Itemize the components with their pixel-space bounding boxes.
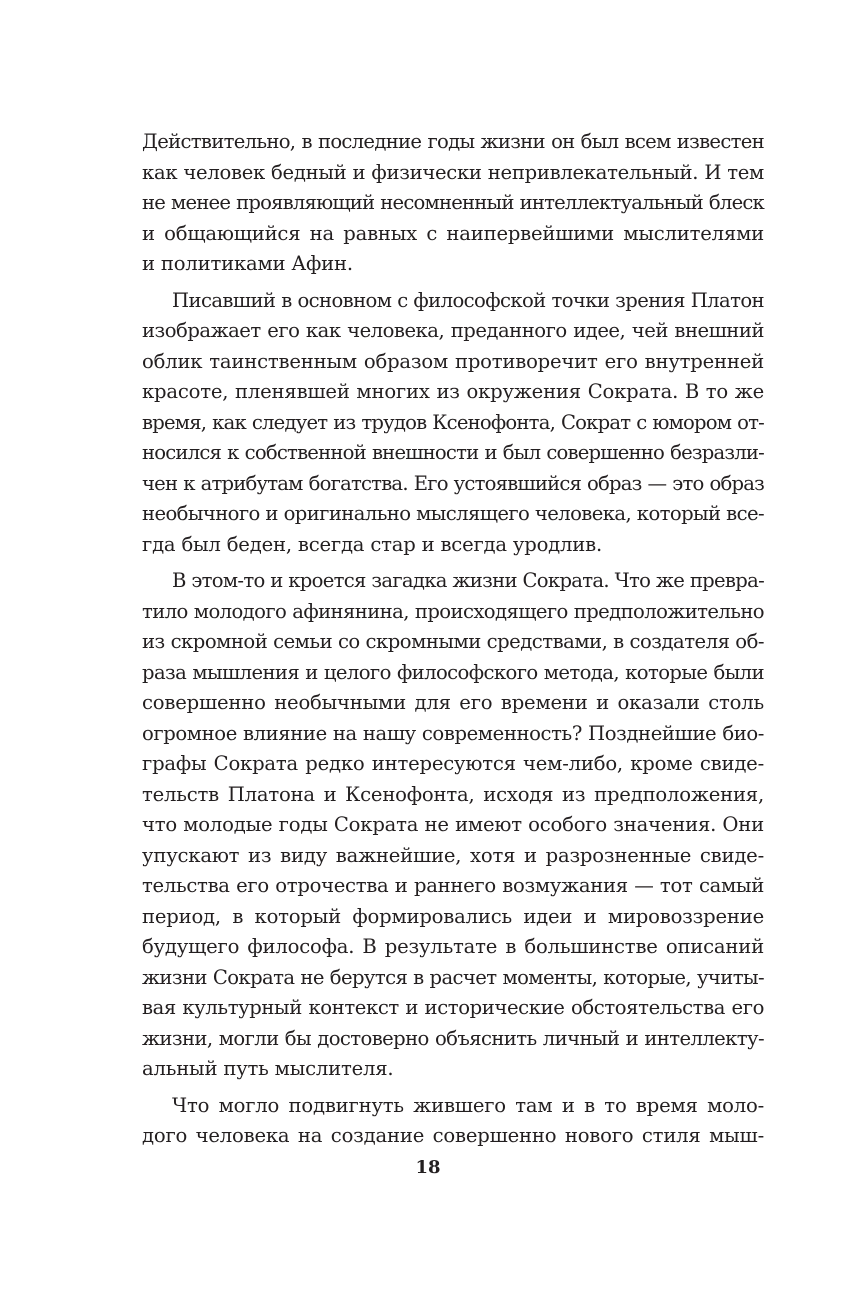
text-line: необычного и оригинально мыслящего человека, который все- bbox=[142, 502, 764, 525]
text-line: Действительно, в последние годы жизни он был всем известен bbox=[142, 130, 764, 153]
text-line: красоте, пленявшей многих из окружения Сократа. В то же bbox=[142, 380, 764, 403]
text-line: дого человека на создание совершенно нового стиля мыш- bbox=[142, 1124, 764, 1147]
text-line: не менее проявляющий несомненный интеллектуальный блеск bbox=[142, 191, 764, 214]
text-line: жизни Сократа не берутся в расчет моменты, которые, учиты- bbox=[142, 965, 764, 989]
paragraph bbox=[142, 1091, 764, 1152]
text-line: тило молодого афинянина, происходящего предположительно bbox=[142, 599, 764, 623]
text-line: изображает его как человека, преданного идее, чей внешний bbox=[142, 319, 764, 342]
text-line: раза мышления и целого философского метода, которые были bbox=[142, 660, 764, 684]
text-line: альный путь мыслителя. bbox=[142, 1057, 394, 1080]
text-line: вая культурный контекст и исторические обстоятельства его bbox=[142, 996, 764, 1019]
paragraph bbox=[142, 566, 764, 1085]
text-line: совершенно необычными для его времени и оказали столь bbox=[142, 691, 764, 714]
text-line: упускают из виду важнейшие, хотя и разрозненные свиде- bbox=[142, 843, 764, 867]
text-line: тельств Платона и Ксенофонта, исходя из предположения, bbox=[142, 782, 764, 806]
text-line: носился к собственной внешности и был совершенно безразли- bbox=[142, 441, 764, 464]
paragraph bbox=[142, 286, 764, 561]
text-line: период, в который формировались идеи и мировоззрение bbox=[142, 904, 764, 928]
page-number: 18 bbox=[415, 1157, 441, 1178]
text-line: облик таинственным образом противоречит его внутренней bbox=[142, 349, 764, 373]
text-line: время, как следует из трудов Ксенофонта, Сократ с юмором от- bbox=[142, 410, 764, 434]
paragraph bbox=[142, 127, 764, 280]
text-line: и общающийся на равных с наипервейшими мыслителями bbox=[142, 221, 764, 245]
text-line: и политиками Афин. bbox=[142, 252, 353, 275]
text-line: чен к атрибутам богатства. Его устоявшийся образ — это образ bbox=[142, 471, 764, 495]
text-line: что молодые годы Сократа не имеют особого значения. Они bbox=[142, 813, 764, 836]
text-line: жизни, могли бы достоверно объяснить личный и интеллекту- bbox=[142, 1026, 764, 1050]
text-line: Что могло подвигнуть жившего там и в то время моло- bbox=[172, 1093, 764, 1117]
text-line: гда был беден, всегда стар и всегда уродлив. bbox=[142, 532, 603, 556]
text-line: из скромной семьи со скромными средствами, в создателя об- bbox=[142, 630, 764, 653]
text-line: тельства его отрочества и раннего возмужания — тот самый bbox=[142, 874, 764, 897]
text-line: Писавший в основном с философской точки зрения Платон bbox=[172, 288, 764, 312]
text-line: будущего философа. В результате в большинстве описаний bbox=[142, 935, 764, 958]
body-text bbox=[142, 127, 764, 1152]
text-line: как человек бедный и физически непривлекательный. И тем bbox=[142, 160, 764, 184]
text-line: огромное влияние на нашу современность? Позднейшие био- bbox=[142, 721, 764, 745]
text-line: В этом-то и кроется загадка жизни Сократа. Что же превра- bbox=[172, 569, 764, 592]
text-line: графы Сократа редко интересуются чем-либо, кроме свиде- bbox=[142, 752, 764, 775]
